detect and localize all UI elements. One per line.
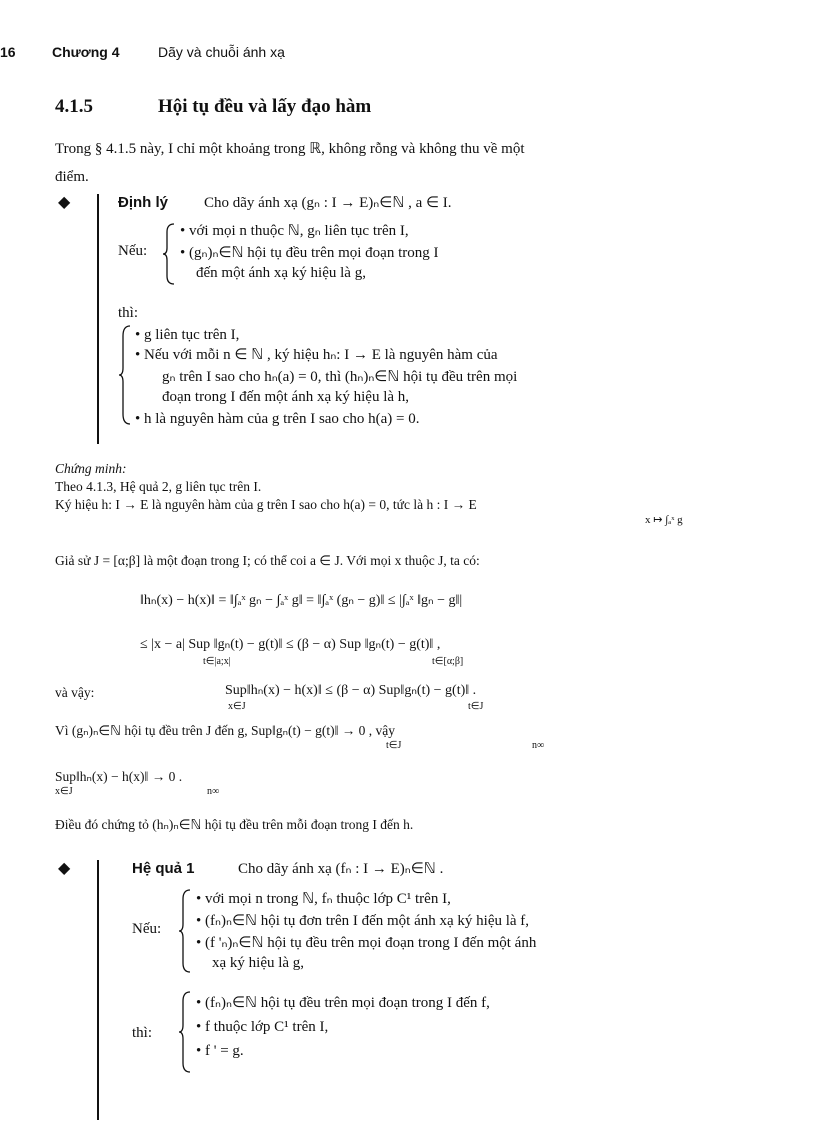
proof-line-1: Theo 4.1.3, Hệ quả 2, g liên tục trên I. xyxy=(55,479,262,494)
intro-line-2: điểm. xyxy=(55,169,89,185)
diamond-bullet-icon-2: ◆ xyxy=(58,860,71,877)
theorem-bar xyxy=(97,194,99,444)
corollary-if-item-3: • (f 'ₙ)ₙ∈ℕ hội tụ đều trên mọi đoạn trong I đến một ánh xyxy=(196,935,537,951)
corollary-then-item-2: • f thuộc lớp C¹ trên I, xyxy=(196,1019,329,1035)
theorem-then-item-3: gₙ trên I sao cho hₙ(a) = 0, thì (hₙ)ₙ∈ℕ hội tụ đều trên mọi xyxy=(162,369,518,385)
theorem-then-item-1: • g liên tục trên I, xyxy=(135,327,240,343)
theorem-then-item-5: • h là nguyên hàm của g trên I sao cho h(a) = 0. xyxy=(135,411,420,427)
equation-2-sub-2: t∈[α;β] xyxy=(432,656,464,667)
left-brace-icon-3 xyxy=(178,888,192,974)
equation-2: ≤ |x − a| Sup ‖gₙ(t) − g(t)‖ ≤ (β − α) Sup ‖gₙ(t) − g(t)‖ , xyxy=(140,637,441,652)
proof-and-so: và vậy: xyxy=(55,685,95,700)
proof-line-4-sub-2: n∞ xyxy=(532,740,545,751)
theorem-if-item-1: • với mọi n thuộc ℕ, gₙ liên tục trên I, xyxy=(180,223,409,239)
corollary-then-item-3: • f ' = g. xyxy=(196,1043,244,1059)
proof-line-5: Sup‖hₙ(x) − h(x)‖ → 0 . xyxy=(55,769,183,784)
proof-line-4: Vì (gₙ)ₙ∈ℕ hội tụ đều trên J đến g, Sup‖gₙ(t) − g(t)‖ → 0 , vậy xyxy=(55,723,395,738)
chapter-label: Chương 4 xyxy=(52,44,120,60)
diamond-bullet-icon: ◆ xyxy=(58,194,71,211)
equation-2-sub-1: t∈|a;x| xyxy=(203,656,231,667)
proof-line-5-sub-1: x∈J xyxy=(55,786,73,797)
proof-label: Chứng minh: xyxy=(55,461,127,476)
equation-1: ‖hₙ(x) − h(x)‖ = ‖∫ₐˣ gₙ − ∫ₐˣ g‖ = ‖∫ₐˣ (gₙ − g)‖ ≤ |∫ₐˣ ‖gₙ − g‖| xyxy=(140,593,463,608)
theorem-then-item-4: đoạn trong I đến một ánh xạ ký hiệu là h, xyxy=(162,389,410,405)
intro-line-1: Trong § 4.1.5 này, I chỉ một khoảng trong ℝ, không rỗng và không thu về một xyxy=(55,141,525,157)
section-number: 4.1.5 xyxy=(55,96,93,117)
theorem-if-item-2: • (gₙ)ₙ∈ℕ hội tụ đều trên mọi đoạn trong I xyxy=(180,245,439,261)
equation-3-sub-2: t∈J xyxy=(468,701,484,712)
corollary-if-item-4: xạ ký hiệu là g, xyxy=(212,955,305,971)
corollary-if-item-2: • (fₙ)ₙ∈ℕ hội tụ đơn trên I đến một ánh xạ ký hiệu là f, xyxy=(196,913,530,929)
left-brace-icon-4 xyxy=(178,990,192,1074)
proof-line-6: Điều đó chứng tỏ (hₙ)ₙ∈ℕ hội tụ đều trên mỗi đoạn trong I đến h. xyxy=(55,817,414,832)
theorem-then-item-2: • Nếu với mỗi n ∈ ℕ , ký hiệu hₙ: I → E là nguyên hàm của xyxy=(135,347,498,363)
corollary-label: Hệ quả 1 xyxy=(132,860,195,877)
left-brace-icon-2 xyxy=(118,324,132,426)
section-title: Hội tụ đều và lấy đạo hàm xyxy=(158,96,372,117)
chapter-title: Dãy và chuỗi ánh xạ xyxy=(158,44,285,60)
corollary-statement: Cho dãy ánh xạ (fₙ : I → E)ₙ∈ℕ . xyxy=(238,861,444,877)
corollary-if-item-1: • với mọi n trong ℕ, fₙ thuộc lớp C¹ trên I, xyxy=(196,891,451,907)
proof-line-3: Giả sử J = [α;β] là một đoạn trong I; có thể coi a ∈ J. Với mọi x thuộc J, ta có: xyxy=(55,553,480,568)
proof-line-4-sub-1: t∈J xyxy=(386,740,402,751)
corollary-bar xyxy=(97,860,99,1120)
theorem-then-label: thì: xyxy=(118,305,139,321)
equation-3-sub-1: x∈J xyxy=(228,701,246,712)
equation-3: Sup‖hₙ(x) − h(x)‖ ≤ (β − α) Sup‖gₙ(t) − g(t)‖ . xyxy=(225,683,477,698)
theorem-label: Định lý xyxy=(118,194,169,211)
proof-line-2: Ký hiệu h: I → E là nguyên hàm của g trên I sao cho h(a) = 0, tức là h : I → E xyxy=(55,497,477,512)
corollary-then-label: thì: xyxy=(132,1025,153,1041)
corollary-then-item-1: • (fₙ)ₙ∈ℕ hội tụ đều trên mọi đoạn trong I đến f, xyxy=(196,995,490,1011)
proof-line-5-sub-2: n∞ xyxy=(207,786,220,797)
theorem-if-item-3: đến một ánh xạ ký hiệu là g, xyxy=(196,265,366,281)
page-number: 16 xyxy=(0,44,16,60)
proof-line-2-map: x ↦ ∫ₐˣ g xyxy=(645,514,683,526)
theorem-statement: Cho dãy ánh xạ (gₙ : I → E)ₙ∈ℕ , a ∈ I. xyxy=(204,195,452,211)
theorem-if-label: Nếu: xyxy=(118,243,148,259)
left-brace-icon xyxy=(162,222,176,286)
corollary-if-label: Nếu: xyxy=(132,921,162,937)
